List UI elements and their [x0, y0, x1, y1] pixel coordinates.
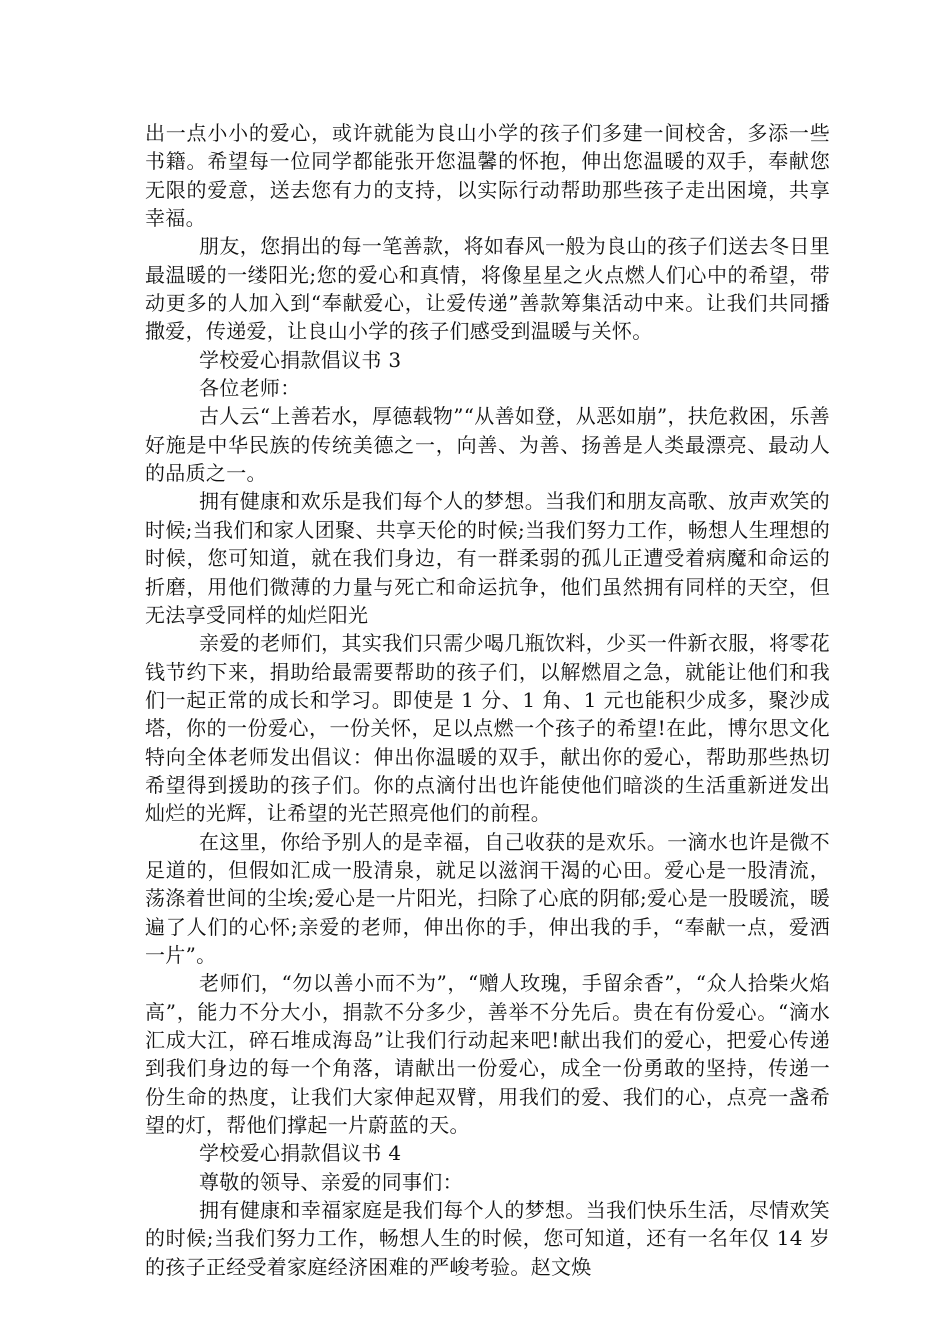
paragraph-health-dream: 拥有健康和欢乐是我们每个人的梦想。当我们和朋友高歌、放声欢笑的时候;当我们和家人团聚、共享天伦的时候;当我们努力工作，畅想人生理想的时候，您可知道，就在我们身边，有一群柔弱的孤儿正遭受着病魔和命运的折磨，用他们微薄的力量与死亡和命运抗争，他们虽然拥有同样的天空，但无法享受同样的灿烂阳光 [145, 489, 830, 627]
paragraph-ancient-saying: 古人云“上善若水，厚德载物”“从善如登，从恶如崩”，扶危救困，乐善好施是中华民族的传统美德之一，向善、为善、扬善是人类最漂亮、最动人的品质之一。 [145, 404, 830, 486]
paragraph-teachers-call: 老师们，“勿以善小而不为”，“赠人玫瑰，手留余香”，“众人拾柴火焰高”，能力不分大小，捐款不分多少，善举不分先后。贵在有份爱心。“滴水汇成大江，碎石堆成海岛”让我们行动起来吧!献出我们的爱心，把爱心传递到我们身边的每一个角落，请献出一份爱心，成全一份勇敢的坚持，传递一份生命的热度，让我们大家伸起双臂，用我们的爱、我们的心，点亮一盏希望的灯，帮他们撑起一片蔚蓝的天。 [145, 971, 830, 1138]
paragraph-dear-teachers: 亲爱的老师们，其实我们只需少喝几瓶饮料，少买一件新衣服，将零花钱节约下来，捐助给最需要帮助的孩子们，以解燃眉之急，就能让他们和我们一起正常的成长和学习。即使是 1 分、1 角、1 元也能积少成多，聚沙成塔，你的一份爱心，一份关怀，足以点燃一个孩子的希望!在此，博尔思文化特向全体老师发出倡议：伸出你温暖的双手，献出你的爱心，帮助那些热切希望得到援助的孩子们。你的点滴付出也许能使他们暗淡的生活重新迸发出灿烂的光辉，让希望的光芒照亮他们的前程。 [145, 631, 830, 826]
paragraph-happiness: 在这里，你给予别人的是幸福，自己收获的是欢乐。一滴水也许是微不足道的，但假如汇成一股清泉，就足以滋润干渴的心田。爱心是一股清流，荡涤着世间的尘埃;爱心是一片阳光，扫除了心底的阴郁;爱心是一股暖流，暖遍了人们的心怀;亲爱的老师，伸出你的手，伸出我的手，“奉献一点，爱洒一片”。 [145, 829, 830, 967]
section-heading-3: 学校爱心捐款倡议书 3 [199, 347, 402, 372]
paragraph-friends-appeal: 朋友，您捐出的每一笔善款，将如春风一般为良山的孩子们送去冬日里最温暖的一缕阳光;您的爱心和真情，将像星星之火点燃人们心中的希望，带动更多的人加入到“奉献爱心，让爱传递”善款筹集活动中来。让我们共同播撒爱，传递爱，让良山小学的孩子们感受到温暖与关怀。 [145, 234, 830, 344]
section-heading-4: 学校爱心捐款倡议书 4 [199, 1141, 402, 1166]
paragraph-family-dream: 拥有健康和幸福家庭是我们每个人的梦想。当我们快乐生活，尽情欢笑的时候;当我们努力工作，畅想人生的时候，您可知道，还有一名年仅 14 岁的孩子正经受着家庭经济困难的严峻考验。赵文焕 [145, 1198, 830, 1279]
paragraph-continuation: 出一点小小的爱心，或许就能为良山小学的孩子们多建一间校舍，多添一些书籍。希望每一位同学都能张开您温馨的怀抱，伸出您温暖的双手，奉献您无限的爱意，送去您有力的支持，以实际行动帮助那些孩子走出困境，共享幸福。 [145, 121, 830, 231]
salutation-teachers: 各位老师： [199, 376, 301, 401]
document-body [145, 119, 830, 1281]
salutation-leaders: 尊敬的领导、亲爱的同事们： [199, 1169, 463, 1194]
